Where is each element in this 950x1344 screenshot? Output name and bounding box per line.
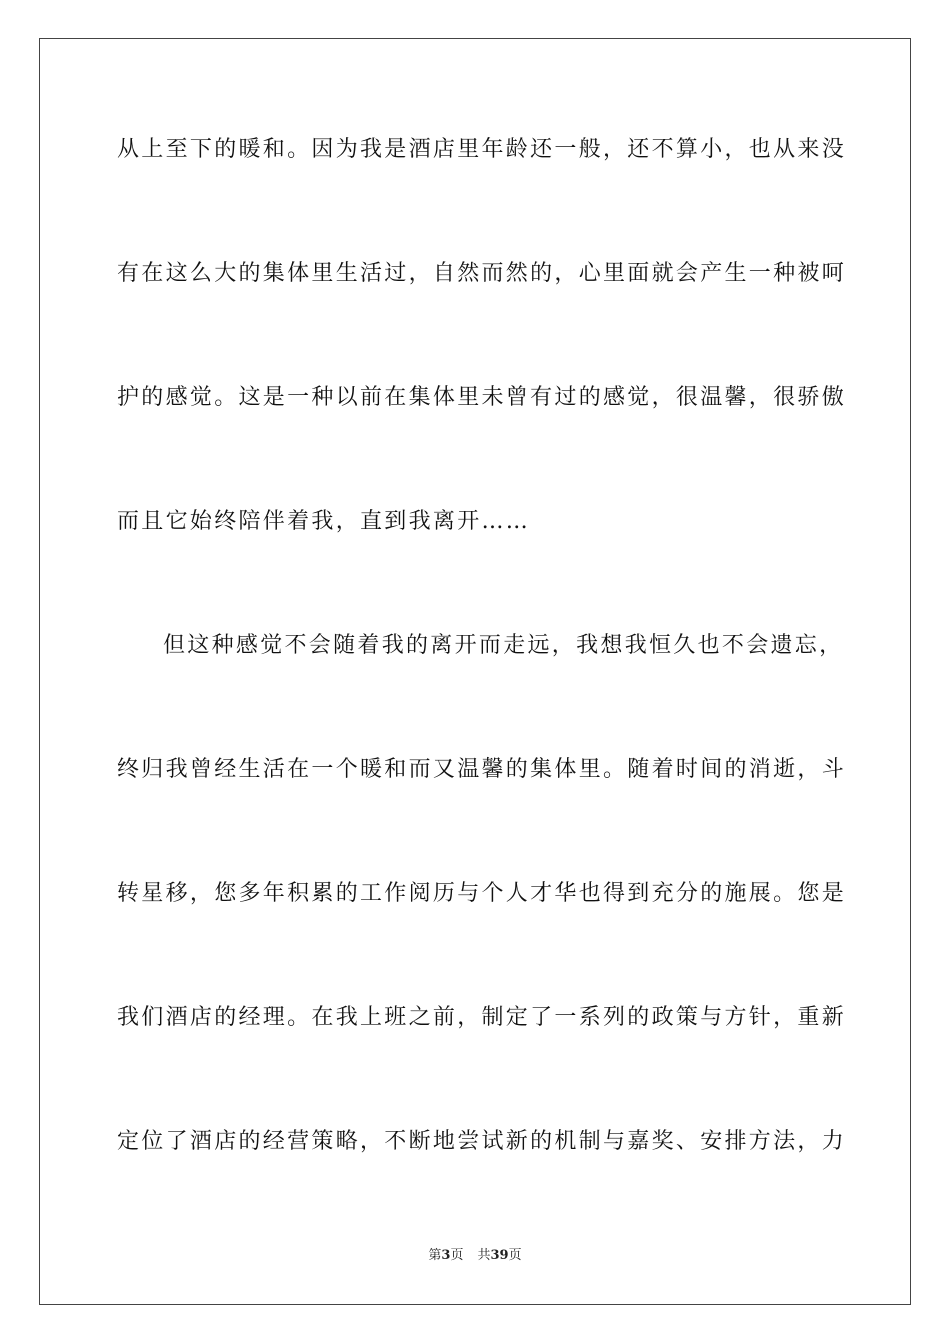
body-line-3: 护的感觉。这是一种以前在集体里未曾有过的感觉，很温馨，很骄傲 [117,385,847,410]
body-line-4: 而且它始终陪伴着我，直到我离开…… [117,509,531,534]
body-line-6: 终归我曾经生活在一个暖和而又温馨的集体里。随着时间的消逝，斗 [117,757,847,782]
page-border [39,38,911,1305]
total-pages: 39 [490,1248,509,1263]
page-footer [0,1247,950,1265]
body-line-7: 转星移，您多年积累的工作阅历与个人才华也得到充分的施展。您是 [117,881,847,906]
body-line-8: 我们酒店的经理。在我上班之前，制定了一系列的政策与方针，重新 [117,1005,847,1030]
body-line-2: 有在这么大的集体里生活过，自然而然的，心里面就会产生一种被呵 [117,261,847,286]
total-suffix: 页 [508,1248,522,1263]
body-line-1: 从上至下的暖和。因为我是酒店里年龄还一般，还不算小，也从来没 [117,137,847,162]
total-prefix: 共 [477,1248,491,1263]
body-line-9: 定位了酒店的经营策略，不断地尝试新的机制与嘉奖、安排方法，力 [117,1129,847,1154]
page-suffix: 页 [450,1248,464,1263]
body-line-5: 但这种感觉不会随着我的离开而走远，我想我恒久也不会遗忘， [163,633,844,658]
page-number: 3 [441,1248,451,1263]
page-prefix: 第 [428,1248,442,1263]
